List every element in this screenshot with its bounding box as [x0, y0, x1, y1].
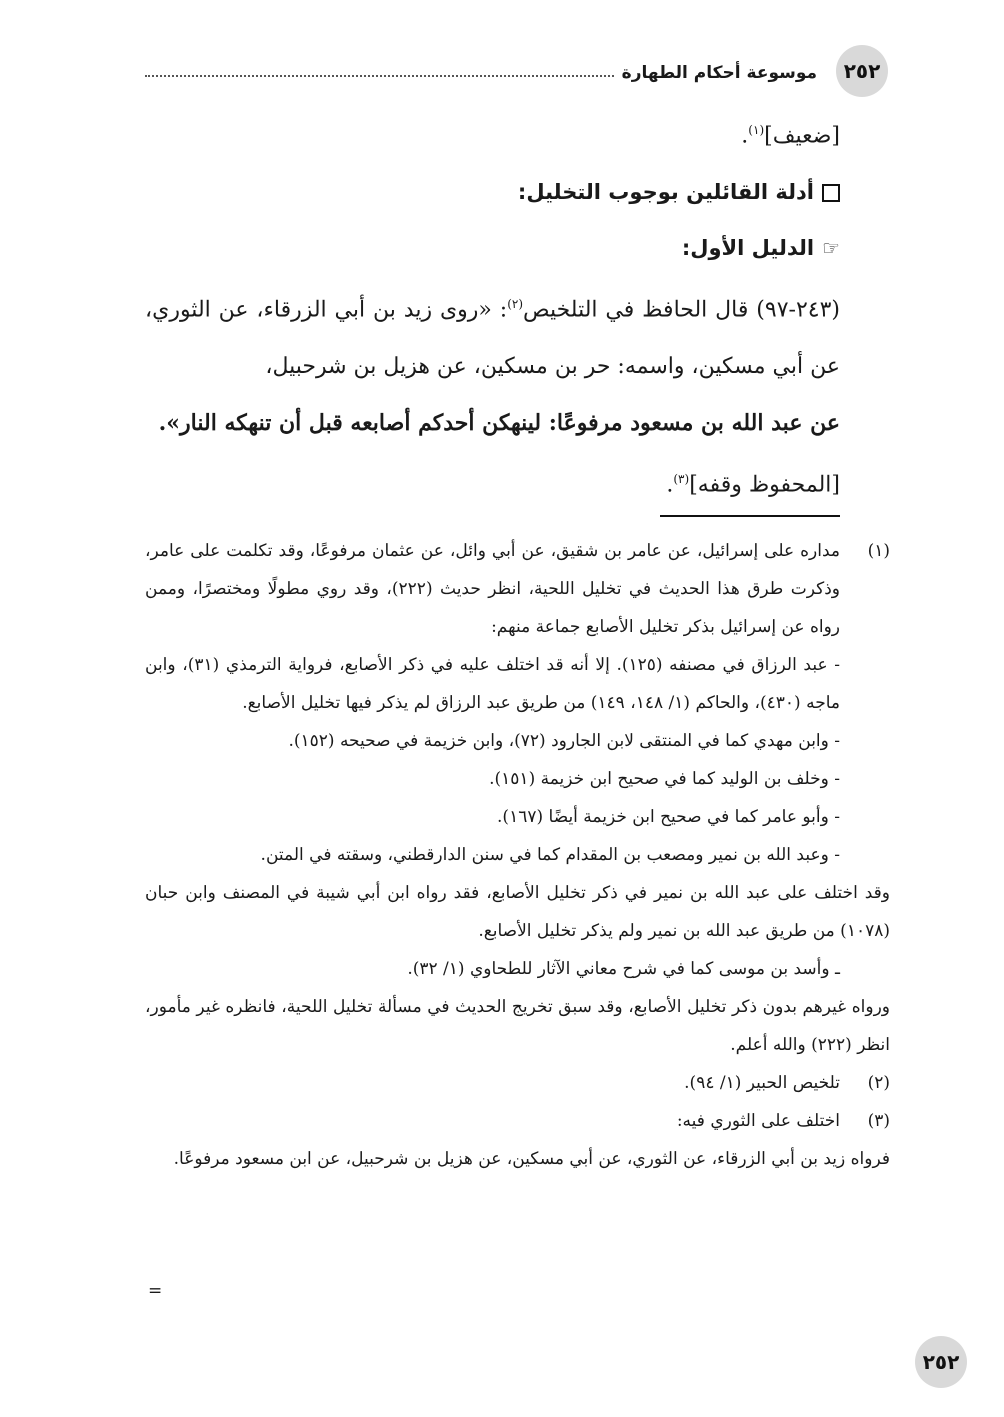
footnote-1-item: - وأبو عامر كما في صحيح ابن خزيمة أيضًا (١٦٧). [497, 807, 840, 827]
footnote-ref-2[interactable]: (٢) [507, 297, 524, 312]
continuation-mark: = [148, 1281, 163, 1301]
header-title: موسوعة أحكام الطهارة [621, 63, 817, 83]
page-number-badge [836, 45, 888, 97]
footnote-1-continuation: وقد اختلف على عبد الله بن نمير في ذكر تخليل الأصابع، فقد رواه ابن أبي شيبة في المصنف وابن حبان (١٠٧٨) من طريق عبد الله بن نمير ولم يذكر تخليل الأصابع. [145, 883, 890, 941]
hadith-text-bold: عن عبد الله بن مسعود مرفوعًا: لينهكن أحدكم أصابعه قبل أن تنهكه النار». [158, 409, 840, 436]
checkbox-square-icon [822, 184, 840, 202]
footnote-3-text: اختلف على الثوري فيه: [676, 1111, 840, 1131]
footnote-1-item: - وابن مهدي كما في المنتقى لابن الجارود (٧٢)، وابن خزيمة في صحيحه (١٥٢). [288, 731, 840, 751]
footnote-number: (١) [867, 541, 890, 561]
page-number: ٢٥٢ [843, 59, 881, 83]
page-number: ٢٥٢ [922, 1350, 960, 1374]
footnote-ref-3[interactable]: (٣) [673, 471, 690, 486]
section-heading: أدلة القائلين بوجوب التخليل: [145, 164, 840, 220]
footnote-3 [145, 1102, 890, 1140]
page-number-badge-bottom [915, 1336, 967, 1388]
footnote-1 [145, 532, 890, 874]
footnote-1-paragraph: مداره على إسرائيل، عن عامر بن شقيق، عن أبي وائل، عن عثمان مرفوعًا، وقد تكلمت على عامر، وذكرت طرق هذا الحديث في تخليل اللحية، انظر حديث (٢٢٢)، وقد روي مطولًا ومختصرًا، وممن رواه عن إسرائيل بذكر تخليل الأصابع جماعة منهم: [145, 541, 840, 637]
grade-line-2: [المحفوظ وقفه]$^{(٣)}$. [666, 471, 840, 497]
pointing-hand-icon: ☞ [822, 236, 840, 261]
footnote-3-continuation: فرواه زيد بن أبي الزرقاء، عن الثوري، عن أبي مسكين، عن هزيل بن شرحبيل، عن ابن مسعود مرفوعًا. [173, 1149, 890, 1169]
footnote-1-item: - وعبد الله بن نمير ومصعب بن المقدام كما في سنن الدارقطني، وسقته في المتن. [260, 845, 840, 865]
footnotes [145, 532, 890, 1178]
footnote-1-continuation: ورواه غيرهم بدون ذكر تخليل الأصابع، وقد سبق تخريج الحديث في مسألة تخليل اللحية، فانظره غير مأمور، انظر (٢٢٢) والله أعلم. [145, 997, 890, 1055]
footnote-ref-1[interactable]: (١) [748, 123, 765, 137]
footnote-2 [145, 1064, 890, 1102]
footnote-1-item: - عبد الرزاق في مصنفه (١٢٥). إلا أنه قد اختلف عليه في ذكر الأصابع، فرواية الترمذي (٣١)، وابن ماجه (٤٣٠)، والحاكم (١/ ١٤٨، ١٤٩) من طريق عبد الرزاق لم يذكر فيها تخليل الأصابع. [145, 655, 840, 713]
footnote-separator [660, 515, 840, 517]
main-text [145, 102, 840, 513]
footnote-number: (٢) [867, 1073, 890, 1093]
footnote-1-item: - وخلف بن الوليد كما في صحيح ابن خزيمة (١٥١). [489, 769, 840, 789]
footnote-number: (٣) [867, 1111, 890, 1131]
header-dotted-rule [145, 75, 614, 77]
hadith-paragraph: (٢٤٣-٩٧) قال الحافظ في التلخيص$^{(٢)}$: «روى زيد بن أبي الزرقاء، عن الثوري، عن أبي مسكين، واسمه: حر بن مسكين، عن هزيل بن شرحبيل، [145, 297, 840, 379]
grade-line: [ضعيف]$^{(١)}$. [741, 123, 840, 149]
running-header [145, 58, 825, 88]
footnote-1-item: ـ وأسد بن موسى كما في شرح معاني الآثار للطحاوي (١/ ٣٢). [407, 959, 840, 979]
footnote-2-text: تلخيص الحبير (١/ ٩٤). [684, 1073, 840, 1093]
subsection-heading: ☞الدليل الأول: [145, 220, 840, 276]
